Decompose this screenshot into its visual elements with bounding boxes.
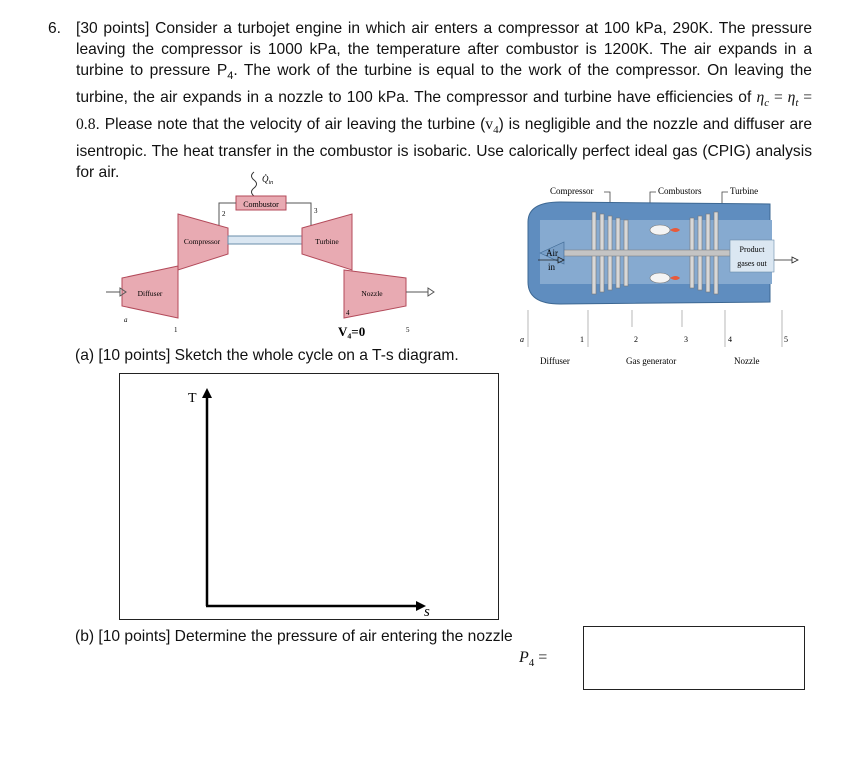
question-body: [30 points] Consider a turbojet engine in which air enters a compressor at 100 kPa, 290K. The pressure leaving the compressor is 1000 kPa, the temperature after combustor is 1200K. The air expands in a turbine to pressure $P_4$. The work of the turbine is equal to the work of the compressor. On leaving the turbine, the air expands in a nozzle to 100 kPa. The compressor and turbine have efficiencies of $\eta_c = \eta_t = 0.8$. Please note that the velocity of air leaving the turbine $(v_4)$ is negligible and the nozzle and diffuser are isentropic. The heat transfer in the combustor is isobaric. Use calorically perfect ideal gas (CPIG) analysis for air. — [76, 20, 813, 182]
air-label: Air — [546, 248, 558, 258]
state-a-left: a — [124, 316, 128, 324]
in-label: in — [548, 262, 556, 272]
v4-zero-label: V₄=0 — [338, 324, 366, 339]
combustors-leader — [650, 192, 656, 204]
gas-generator-label: Gas generator — [626, 356, 677, 366]
diffuser-label: Diffuser — [137, 289, 163, 298]
combustor-outlet-line — [286, 203, 311, 228]
turbine-leader — [722, 192, 728, 204]
part-a-text: (a) [10 points] Sketch the whole cycle on a T-s diagram. — [75, 347, 459, 364]
shaft — [228, 236, 302, 244]
turbine-label: Turbine — [315, 237, 339, 246]
state-a-right: a — [520, 335, 524, 344]
state-4-left: 4 — [346, 309, 350, 317]
heat-squiggle-icon — [252, 172, 257, 196]
gases-out-label: gases out — [737, 259, 767, 268]
state-3-left: 3 — [314, 207, 318, 215]
state-5-right: 5 — [784, 335, 788, 344]
state-3-right: 3 — [684, 335, 688, 344]
cutaway-nozzle-label: Nozzle — [734, 356, 760, 366]
cutaway-turbine-label: Turbine — [730, 186, 759, 196]
state-1-right: 1 — [580, 335, 584, 344]
cutaway-diffuser-label: Diffuser — [540, 356, 570, 366]
t-axis-label: T — [188, 391, 197, 406]
state-2-right: 2 — [634, 335, 638, 344]
gases-out-arrowhead-icon — [792, 257, 798, 263]
cutaway-combustors-label: Combustors — [658, 186, 702, 196]
ts-axes — [120, 374, 498, 619]
turbojet-cutaway — [520, 182, 810, 372]
question-number: 6. — [48, 20, 62, 37]
product-label: Product — [739, 245, 765, 254]
state-1-left: 1 — [174, 326, 178, 334]
state-4-right: 4 — [728, 335, 732, 344]
s-axis-label: s — [424, 604, 430, 619]
ts-diagram-area[interactable] — [119, 373, 499, 620]
part-b-text: (b) [10 points] Determine the pressure of air entering the nozzle — [75, 628, 513, 645]
engine-shaft — [560, 250, 730, 256]
p4-label: $P_4$ = — [519, 649, 548, 670]
p4-answer-box[interactable] — [583, 626, 805, 690]
t-axis-arrowhead-icon — [202, 388, 212, 398]
compressor-label: Compressor — [183, 237, 221, 246]
state-2-left: 2 — [222, 210, 226, 218]
nozzle-label: Nozzle — [361, 289, 383, 298]
combustor-label: Combustor — [243, 200, 279, 209]
cutaway-compressor-label: Compressor — [550, 186, 594, 196]
heat-in-label: $Q̇_{in}$ — [262, 174, 274, 186]
exit-arrowhead-icon — [428, 288, 434, 296]
state-markers — [528, 310, 782, 347]
state-5-left: 5 — [406, 326, 410, 334]
turbojet-schematic — [106, 170, 446, 345]
